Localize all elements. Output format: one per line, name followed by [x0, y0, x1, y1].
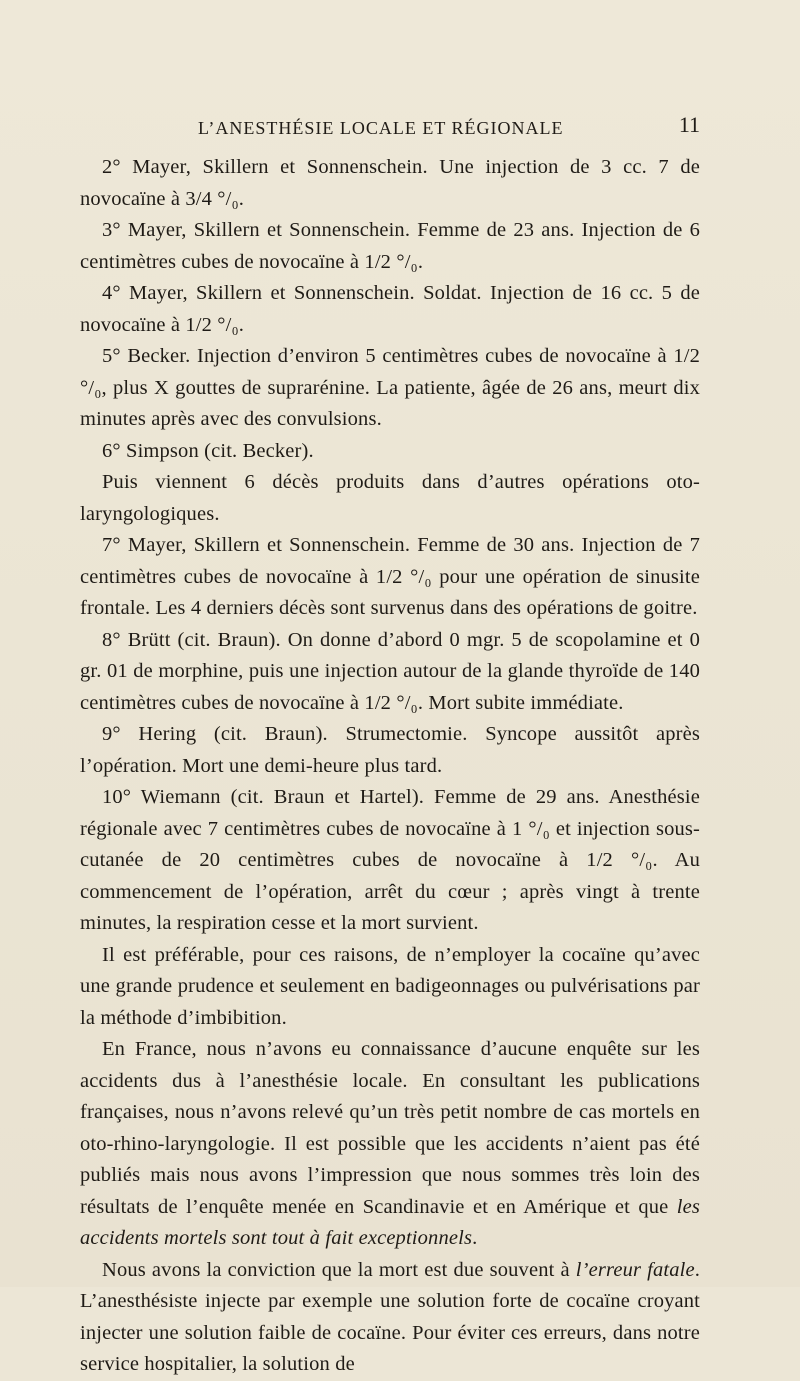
paragraph-fatal-error	[80, 1255, 700, 1381]
paragraph-text: 10° Wiemann (cit. Braun et Hartel). Femme de 29 ans. Anesthésie régionale avec 7 centimètres cubes de novocaïne à 1 °/₀ et injection sous-cutanée de 20 centimètres cubes de novocaïne à 1/2 °/₀. Au commencement de l’opération, arrêt du cœur ; après vingt à trente minutes, la respiration cesse et la mort survient.	[80, 786, 700, 934]
paragraph-case-9	[80, 719, 700, 782]
paragraph-oto-deaths	[80, 467, 700, 530]
paragraph-text: 9° Hering (cit. Braun). Strumectomie. Syncope aussitôt après l’opération. Mort une demi-heure plus tard.	[80, 723, 700, 777]
paragraph-text: 6° Simpson (cit. Becker).	[102, 439, 314, 462]
paragraph-italic-text: les accidents mortels sont tout à fait exceptionnels	[80, 1195, 700, 1249]
paragraph-text: Nous avons la conviction que la mort est due souvent à	[102, 1258, 576, 1281]
paragraph-cocaine-caution	[80, 940, 700, 1035]
paragraph-case-6	[80, 436, 700, 468]
paragraph-text: En France, nous n’avons eu connaissance d’aucune enquête sur les accidents dus à l’anesthésie locale. En consultant les publications françaises, nous n’avons relevé qu’un très petit nombre de cas mortels en oto-rhino-laryngologie. Il est possible que les accidents n’aient pas été publiés mais nous avons l’impression que nous sommes très loin des résultats de l’enquête menée en Scandinavie et en Amérique et que	[80, 1038, 700, 1218]
paragraph-case-4	[80, 278, 700, 341]
paragraph-case-7	[80, 530, 700, 625]
paragraph-text: Il est préférable, pour ces raisons, de n’employer la cocaïne qu’avec une grande prudence et seulement en badigeonnages ou pulvérisations par la méthode d’imbibition.	[80, 943, 700, 1029]
paragraph-case-10	[80, 782, 700, 940]
paragraph-france-survey	[80, 1034, 700, 1255]
paragraph-text: Puis viennent 6 décès produits dans d’autres opérations oto-laryngologiques.	[80, 471, 700, 525]
body-text	[80, 152, 700, 1381]
paragraph-case-3	[80, 215, 700, 278]
paragraph-text: 8° Brütt (cit. Braun). On donne d’abord 0 mgr. 5 de scopolamine et 0 gr. 01 de morphine, puis une injection autour de la glande thyroïde de 140 centimètres cubes de novocaïne à 1/2 °/₀. Mort subite immédiate.	[80, 628, 700, 714]
paragraph-text: 2° Mayer, Skillern et Sonnenschein. Une injection de 3 cc. 7 de novocaïne à 3/4 °/₀.	[80, 156, 700, 210]
page-header	[80, 112, 700, 144]
paragraph-italic-text: l’erreur fatale	[575, 1258, 695, 1281]
paragraph-text: 4° Mayer, Skillern et Sonnenschein. Soldat. Injection de 16 cc. 5 de novocaïne à 1/2 °/₀.	[80, 282, 700, 336]
page-number: 11	[678, 112, 700, 137]
paragraph-text: 7° Mayer, Skillern et Sonnenschein. Femme de 30 ans. Injection de 7 centimètres cubes de novocaïne à 1/2 °/₀ pour une opération de sinusite frontale. Les 4 derniers décès sont survenus dans des opérations de goitre.	[80, 534, 700, 619]
paragraph-tail-text: .	[472, 1227, 478, 1249]
paragraph-case-5	[80, 341, 700, 436]
paragraph-tail-text: . L’anesthésiste injecte par exemple une solution forte de cocaïne croyant injecter une solution faible de cocaïne. Pour éviter ces erreurs, dans notre service hospitalier, la solution de	[80, 1258, 701, 1375]
paragraph-text: 5° Becker. Injection d’environ 5 centimètres cubes de novocaïne à 1/2 °/₀, plus X gouttes de suprarénine. La patiente, âgée de 26 ans, meurt dix minutes après avec des convulsions.	[80, 345, 700, 430]
running-title: L’ANESTHÉSIE LOCALE ET RÉGIONALE	[198, 118, 564, 138]
paragraph-text: 3° Mayer, Skillern et Sonnenschein. Femme de 23 ans. Injection de 6 centimètres cubes de novocaïne à 1/2 °/₀.	[80, 219, 700, 273]
paragraph-case-2	[80, 152, 700, 215]
paragraph-case-8	[80, 625, 700, 720]
